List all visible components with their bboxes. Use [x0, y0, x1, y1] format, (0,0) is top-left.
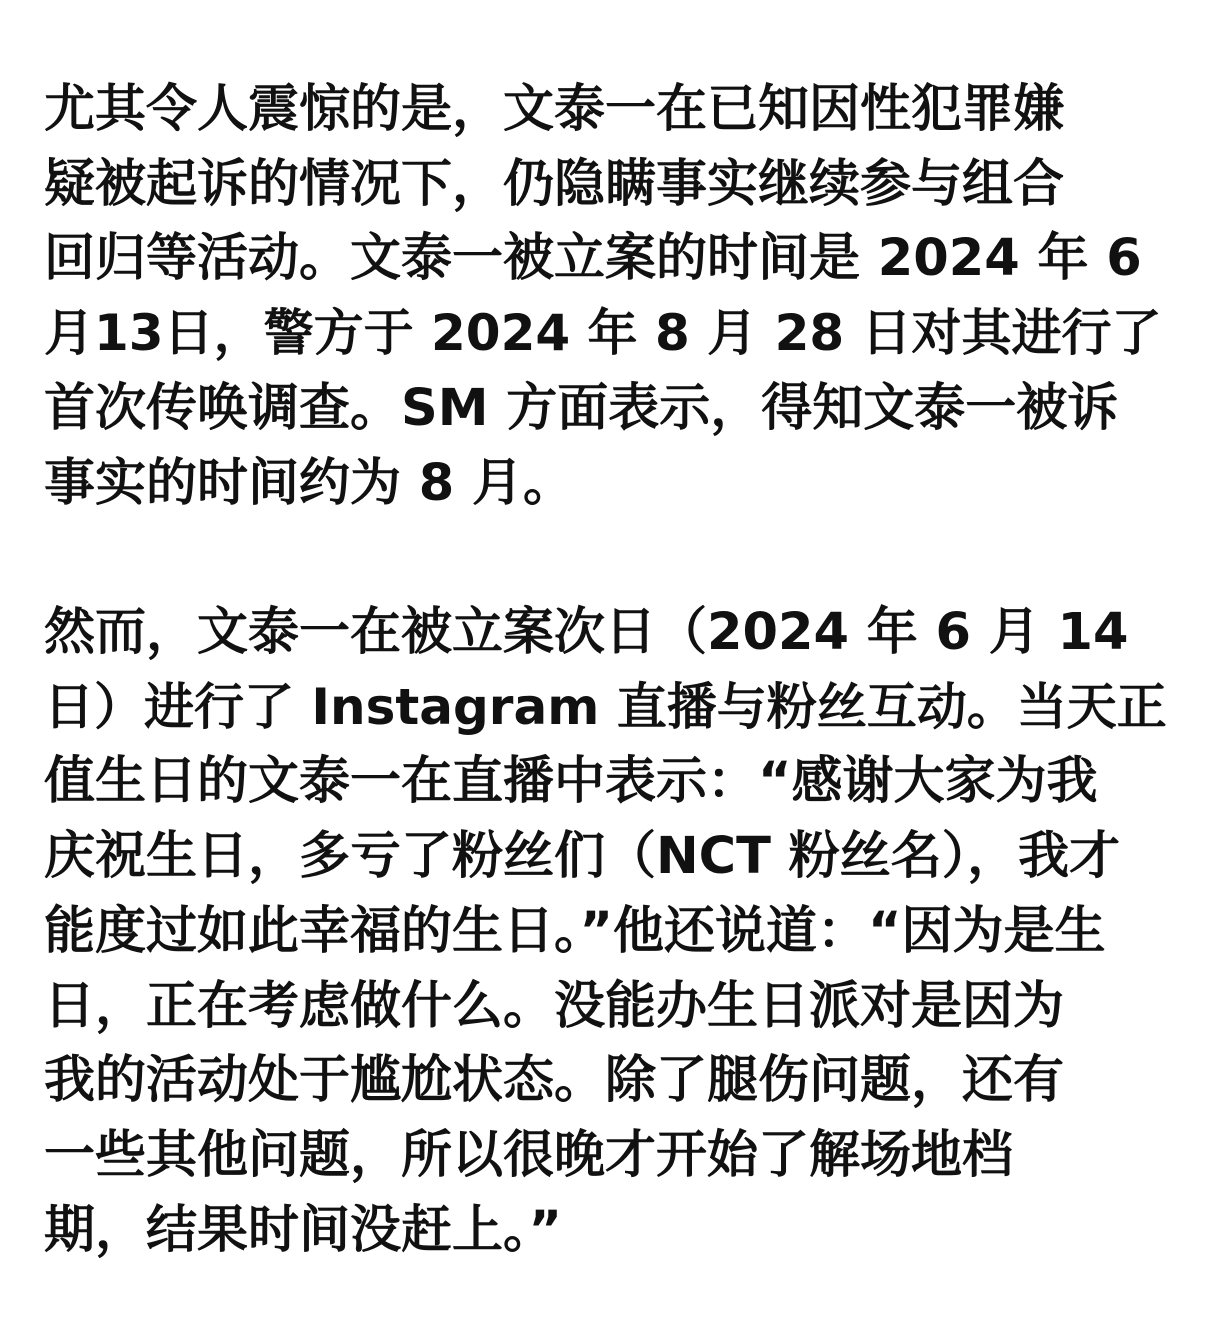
- text-line: 期，结果时间没赶上。”: [44, 1201, 563, 1260]
- text-line: 疑被起诉的情况下，仍隐瞒事实继续参与组合: [44, 155, 1065, 214]
- text-line: 日）进行了 Instagram 直播与粉丝互动。当天正: [44, 678, 1167, 736]
- text-line: 日，正在考虑做什么。没能办生日派对是因为: [44, 977, 1065, 1036]
- text-line: 事实的时间约为 8 月。: [44, 454, 574, 513]
- text-line: 首次传唤调查。SM 方面表示，得知文泰一被诉: [44, 379, 1119, 438]
- text-line: 月13日，警方于 2024 年 8 月 28 日对其进行了: [44, 304, 1162, 362]
- text-line: 回归等活动。文泰一被立案的时间是 2024 年 6: [44, 229, 1142, 288]
- text-line: 尤其令人震惊的是，文泰一在已知因性犯罪嫌: [44, 80, 1065, 139]
- text-line: 能度过如此幸福的生日。”他还说道：“因为是生: [44, 902, 1106, 961]
- text-line: 我的活动处于尴尬状态。除了腿伤问题，还有: [44, 1051, 1065, 1110]
- text-line: 庆祝生日，多亏了粉丝们（NCT 粉丝名），我才: [44, 827, 1121, 886]
- text-line: 值生日的文泰一在直播中表示：“感谢大家为我: [44, 752, 1098, 811]
- text-line: 一些其他问题，所以很晚才开始了解场地档: [44, 1126, 1014, 1185]
- text-line: 然而，文泰一在被立案次日（2024 年 6 月 14: [44, 603, 1129, 662]
